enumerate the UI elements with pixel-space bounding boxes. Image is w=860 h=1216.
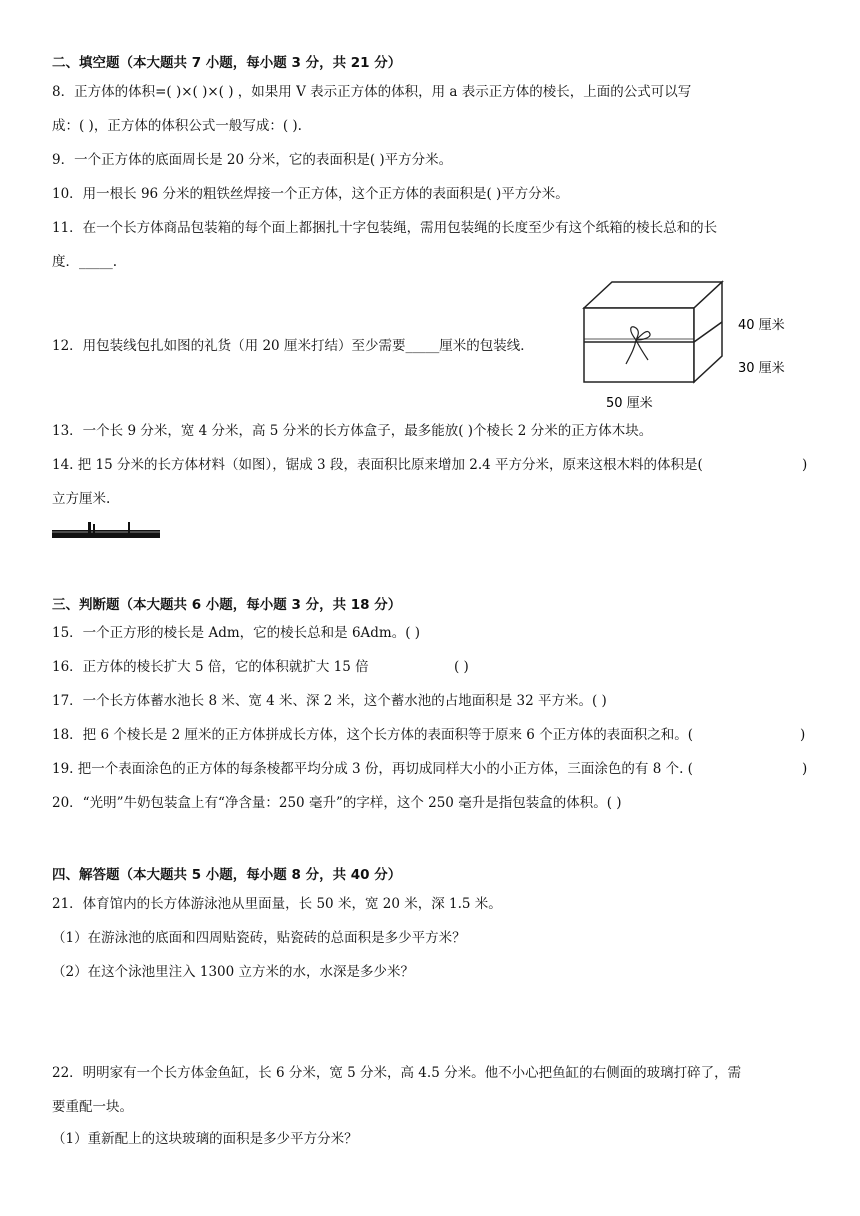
q11-line2: 度．_____. (52, 254, 118, 270)
q16: 16．正方体的棱长扩大 5 倍，它的体积就扩大 15 倍 (52, 659, 369, 675)
q8-line2: 成：( )，正方体的体积公式一般写成：( ). (52, 118, 302, 134)
q17: 17．一个长方体蓄水池长 8 米、宽 4 米、深 2 米，这个蓄水池的占地面积是 32 平方米。( ) (52, 693, 607, 709)
q19: 19. 把一个表面涂色的正方体的每条棱都平均分成 3 份，再切成同样大小的小正方体，三面涂色的有 8 个. ( (52, 761, 693, 777)
q10: 10．用一根长 96 分米的粗铁丝焊接一个正方体，这个正方体的表面积是( )平方分米。 (52, 186, 569, 202)
q20: 20．“光明”牛奶包装盒上有“净含量：250 毫升”的字样，这个 250 毫升是指包装盒的体积。( ) (52, 795, 622, 811)
height-label: 40 厘米 (738, 318, 785, 333)
section-fill-heading: 二、填空题（本大题共 7 小题，每小题 3 分，共 21 分） (52, 55, 402, 71)
q14-close-paren: ) (802, 457, 808, 473)
section-judge-heading: 三、判断题（本大题共 6 小题，每小题 3 分，共 18 分） (52, 597, 402, 613)
q22-line2: 要重配一块。 (52, 1099, 133, 1115)
q12: 12．用包装线包扎如图的礼货（用 20 厘米打结）至少需要_____厘米的包装线． (52, 338, 534, 354)
q8-line1: 8．正方体的体积=( )×( )×( ) ，如果用 V 表示正方体的体积，用 a 表示正方体的棱长，上面的公式可以写 (52, 84, 692, 100)
q16-blank: ( ) (454, 659, 469, 675)
q22-part1: （1）重新配上的这块玻璃的面积是多少平方分米？ (52, 1131, 358, 1147)
width-label: 30 厘米 (738, 361, 785, 376)
q21-stem: 21．体育馆内的长方体游泳池从里面量，长 50 米，宽 20 米，深 1.5 米。 (52, 896, 502, 912)
q15: 15．一个正方形的棱长是 Adm，它的棱长总和是 6Adm。( ) (52, 625, 421, 641)
q14-line1: 14. 把 15 分米的长方体材料（如图），锯成 3 段，表面积比原来增加 2.4 平方分米，原来这根木料的体积是( (52, 457, 703, 473)
section-solve-heading: 四、解答题（本大题共 5 小题，每小题 8 分，共 40 分） (52, 867, 402, 883)
q14-line2: 立方厘米. (52, 491, 111, 507)
q11-line1: 11．在一个长方体商品包装箱的每个面上都捆扎十字包装绳，需用包装绳的长度至少有这个纸箱的棱长总和的长 (52, 220, 718, 236)
q21-part1: （1）在游泳池的底面和四周贴瓷砖，贴瓷砖的总面积是多少平方米？ (52, 930, 466, 946)
q18: 18．把 6 个棱长是 2 厘米的正方体拼成长方体，这个长方体的表面积等于原来 6 个正方体的表面积之和。( (52, 727, 693, 743)
q21-part2: （2）在这个泳池里注入 1300 立方米的水，水深是多少米？ (52, 964, 415, 980)
q18-close-paren: ) (800, 727, 806, 743)
gift-box-figure (576, 276, 800, 416)
q9: 9．一个正方体的底面周长是 20 分米，它的表面积是( )平方分米。 (52, 152, 453, 168)
q22-line1: 22．明明家有一个长方体金鱼缸，长 6 分米，宽 5 分米，高 4.5 分米。他不小心把鱼缸的右侧面的玻璃打碎了，需 (52, 1065, 742, 1081)
q19-close-paren: ) (802, 761, 808, 777)
length-label: 50 厘米 (606, 396, 653, 411)
q13: 13．一个长 9 分米，宽 4 分米，高 5 分米的长方体盒子，最多能放( )个棱长 2 分米的正方体木块。 (52, 423, 653, 439)
lumber-figure (52, 522, 162, 540)
